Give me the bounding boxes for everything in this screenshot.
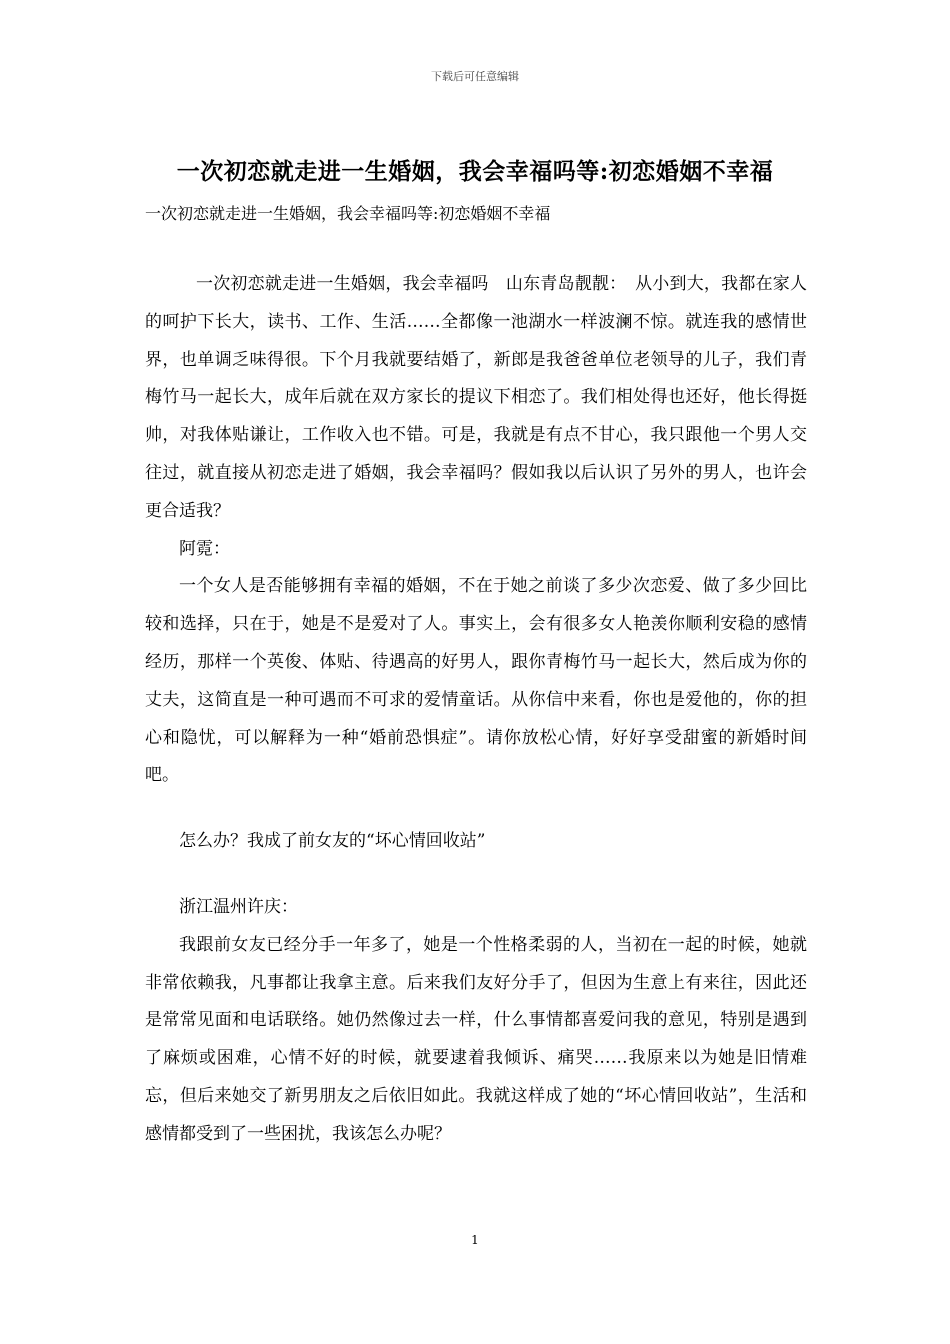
paragraph-letter-1: 一次初恋就走进一生婚姻，我会幸福吗 山东青岛靓靓： 从小到大，我都在家人的呵护下长大，读书、工作、生活……全都像一池湖水一样波澜不惊。就连我的感情世界，也单调乏味得很。下个月我就要结婚了，新郎是我爸爸单位老领导的儿子，我们青梅竹马一起长大，成年后就在双方家长的提议下相恋了。我们相处得也还好，他长得挺帅，对我体贴谦让，工作收入也不错。可是，我就是有点不甘心，我只跟他一个男人交往过，就直接从初恋走进了婚姻，我会幸福吗？假如我以后认识了另外的男人，也许会更合适我？ (145, 274, 807, 521)
document-subtitle: 一次初恋就走进一生婚姻，我会幸福吗等:初恋婚姻不幸福 (145, 204, 551, 223)
paragraph-letter-2: 我跟前女友已经分手一年多了，她是一个性格柔弱的人，当初在一起的时候，她就非常依赖我，凡事都让我拿主意。后来我们友好分手了，但因为生意上有来往，因此还是常常见面和电话联络。她仍然像过去一样，什么事情都喜爱问我的意见，特别是遇到了麻烦或困难，心情不好的时候，就要逮着我倾诉、痛哭……我原来以为她是旧情难忘，但后来她交了新男朋友之后依旧如此。我就这样成了她的“坏心情回收站”，生活和感情都受到了一些困扰，我该怎么办呢？ (145, 934, 807, 1144)
page-header: 下载后可任意编辑 (431, 70, 519, 83)
paragraph-author-2: 浙江温州许庆： (179, 896, 298, 917)
document-title: 一次初恋就走进一生婚姻，我会幸福吗等:初恋婚姻不幸福 (176, 158, 774, 185)
page-number: 1 (471, 1233, 479, 1247)
document-body (145, 266, 807, 1154)
paragraph-heading-2: 怎么办？我成了前女友的“坏心情回收站” (179, 831, 486, 852)
paragraph-reply-1: 一个女人是否能够拥有幸福的婚姻，不在于她之前谈了多少次恋爱、做了多少回比较和选择，只在于，她是不是爱对了人。事实上，会有很多女人艳羡你顺利安稳的感情经历，那样一个英俊、体贴、待遇高的好男人，跟你青梅竹马一起长大，然后成为你的丈夫，这简直是一种可遇而不可求的爱情童话。从你信中来看，你也是爱他的，你的担心和隐忧，可以解释为一种“婚前恐惧症”。请你放松心情，好好享受甜蜜的新婚时间吧。 (145, 576, 807, 786)
paragraph-reply-name-1: 阿霓： (179, 538, 230, 559)
